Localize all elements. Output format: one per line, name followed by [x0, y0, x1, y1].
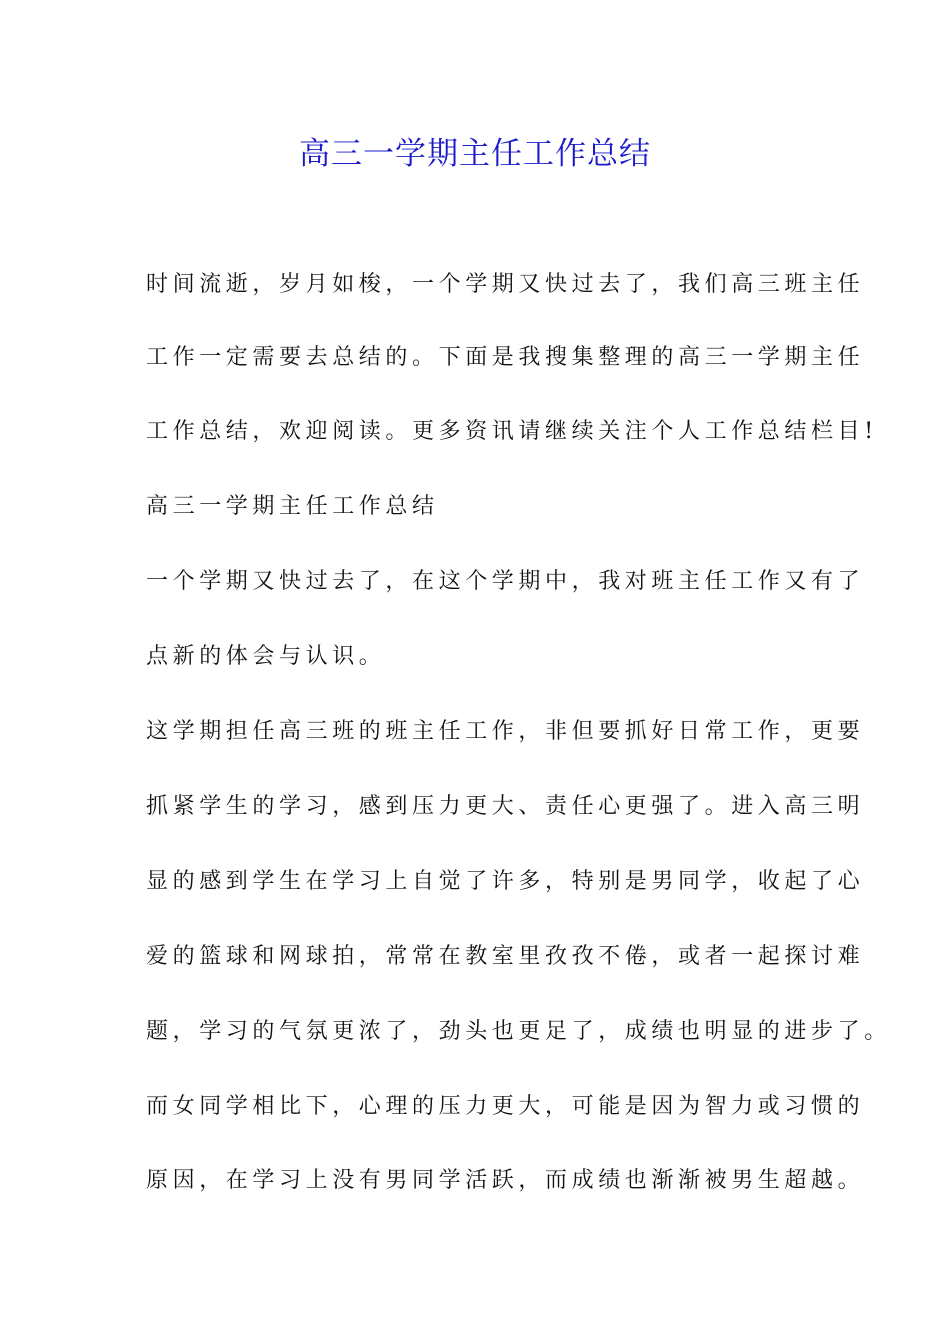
paragraph-line-8: 抓紧学生的学习，感到压力更大、责任心更强了。进入高三明 — [146, 794, 865, 819]
paragraph-line-7: 这学期担任高三班的班主任工作，非但要抓好日常工作，更要 — [146, 719, 865, 744]
document-title: 高三一学期主任工作总结 — [299, 136, 651, 172]
paragraph-line-2: 工作一定需要去总结的。下面是我搜集整理的高三一学期主任 — [146, 345, 865, 370]
paragraph-line-5: 一个学期又快过去了，在这个学期中，我对班主任工作又有了 — [146, 569, 865, 594]
paragraph-line-13: 原因，在学习上没有男同学活跃，而成绩也渐渐被男生超越。 — [146, 1168, 865, 1193]
paragraph-line-12: 而女同学相比下，心理的压力更大，可能是因为智力或习惯的 — [146, 1094, 865, 1119]
paragraph-line-11: 题，学习的气氛更浓了，劲头也更足了，成绩也明显的进步了。 — [146, 1019, 891, 1044]
paragraph-line-9: 显的感到学生在学习上自觉了许多，特别是男同学，收起了心 — [146, 869, 865, 894]
subheading-line: 高三一学期主任工作总结 — [146, 494, 439, 519]
paragraph-line-6: 点新的体会与认识。 — [146, 644, 386, 669]
paragraph-line-3: 工作总结，欢迎阅读。更多资讯请继续关注个人工作总结栏目! — [146, 419, 878, 444]
paragraph-line-1: 时间流逝，岁月如梭，一个学期又快过去了，我们高三班主任 — [146, 272, 865, 297]
paragraph-line-10: 爱的篮球和网球拍，常常在教室里孜孜不倦，或者一起探讨难 — [146, 944, 865, 969]
